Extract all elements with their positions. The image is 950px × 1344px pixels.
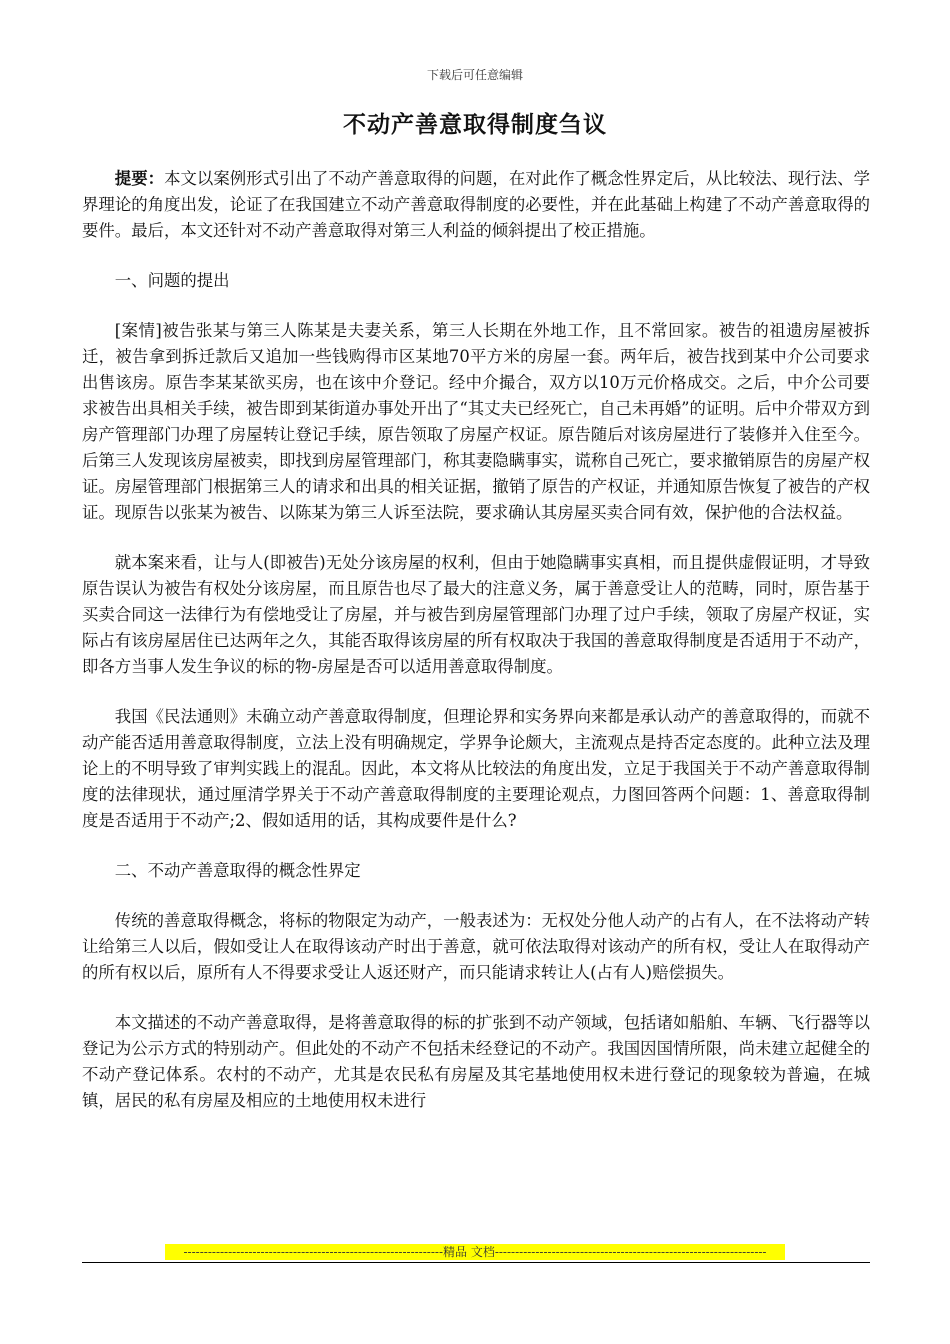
- section-heading-2: 二、不动产善意取得的概念性界定: [114, 861, 361, 880]
- concept-paragraph: 传统的善意取得概念，将标的物限定为动产，一般表述为：无权处分他人动产的占有人，在不法将动产转让给第三人以后，假如受让人在取得该动产时出于善意，就可依法取得对该动产的所有权，受让人在取得动产的所有权以后，原所有人不得要求受让人返还财产，而只能请求转让人(占有人)赔偿损失。: [82, 911, 870, 982]
- section-heading-1: 一、问题的提出: [114, 271, 230, 290]
- abstract-paragraph: [82, 166, 870, 244]
- footer-banner: ----------------------------------------------------------------精品 文档-------------------------------------------------------------------: [165, 1244, 785, 1260]
- case-paragraph: [案情]被告张某与第三人陈某是夫妻关系，第三人长期在外地工作，且不常回家。被告的祖遗房屋被拆迁，被告拿到拆迁款后又追加一些钱购得市区某地70平方米的房屋一套。两年后，被告找到某中介公司要求出售该房。原告李某某欲买房，也在该中介登记。经中介撮合，双方以10万元价格成交。之后，中介公司要求被告出具相关手续，被告即到某街道办事处开出了“其丈夫已经死亡，自己未再婚”的证明。后中介带双方到房产管理部门办理了房屋转让登记手续，原告领取了房屋产权证。原告随后对该房屋进行了装修并入住至今。后第三人发现该房屋被卖，即找到房屋管理部门，称其妻隐瞒事实，谎称自己死亡，要求撤销原告的房屋产权证。房屋管理部门根据第三人的请求和出具的相关证据，撤销了原告的产权证，并通知原告恢复了被告的产权证。现原告以张某为被告、以陈某为第三人诉至法院，要求确认其房屋买卖合同有效，保护他的合法权益。: [82, 321, 870, 522]
- document-body: [82, 166, 870, 1138]
- document-title: 不动产善意取得制度刍议: [343, 111, 607, 138]
- abstract-lead: 提要：: [114, 169, 165, 188]
- abstract-text: 本文以案例形式引出了不动产善意取得的问题，在对此作了概念性界定后，从比较法、现行法、学界理论的角度出发，论证了在我国建立不动产善意取得制度的必要性，并在此基础上构建了不动产善意取得的要件。最后，本文还针对不动产善意取得对第三人利益的倾斜提出了校正措施。: [82, 169, 871, 240]
- header-note: 下载后可任意编辑: [426, 68, 523, 82]
- scope-paragraph: 本文描述的不动产善意取得，是将善意取得的标的扩张到不动产领域，包括诸如船舶、车辆、飞行器等以登记为公示方式的特别动产。但此处的不动产不包括未经登记的不动产。我国因国情所限，尚未建立起健全的不动产登记体系。农村的不动产，尤其是农民私有房屋及其宅基地使用权未进行登记的现象较为普遍，在城镇，居民的私有房屋及相应的土地使用权未进行: [82, 1013, 870, 1110]
- analysis-paragraph: 就本案来看，让与人(即被告)无处分该房屋的权利，但由于她隐瞒事实真相，而且提供虚假证明，才导致原告误认为被告有权处分该房屋，而且原告也尽了最大的注意义务，属于善意受让人的范畴，同时，原告基于买卖合同这一法律行为有偿地受让了房屋，并与被告到房屋管理部门办理了过户手续，领取了房屋产权证，实际占有该房屋居住已达两年之久，其能否取得该房屋的所有权取决于我国的善意取得制度是否适用于不动产，即各方当事人发生争议的标的物-房屋是否可以适用善意取得制度。: [82, 553, 870, 676]
- law-paragraph: 我国《民法通则》未确立动产善意取得制度，但理论界和实务界向来都是承认动产的善意取得的，而就不动产能否适用善意取得制度，立法上没有明确规定，学界争论颇大，主流观点是持否定态度的。此种立法及理论上的不明导致了审判实践上的混乱。因此，本文将从比较法的角度出发，立足于我国关于不动产善意取得制度的法律现状，通过厘清学界关于不动产善意取得制度的主要理论观点，力图回答两个问题：1、善意取得制度是否适用于不动产;2、假如适用的话，其构成要件是什么?: [82, 707, 870, 830]
- footer-rule: [82, 1262, 870, 1263]
